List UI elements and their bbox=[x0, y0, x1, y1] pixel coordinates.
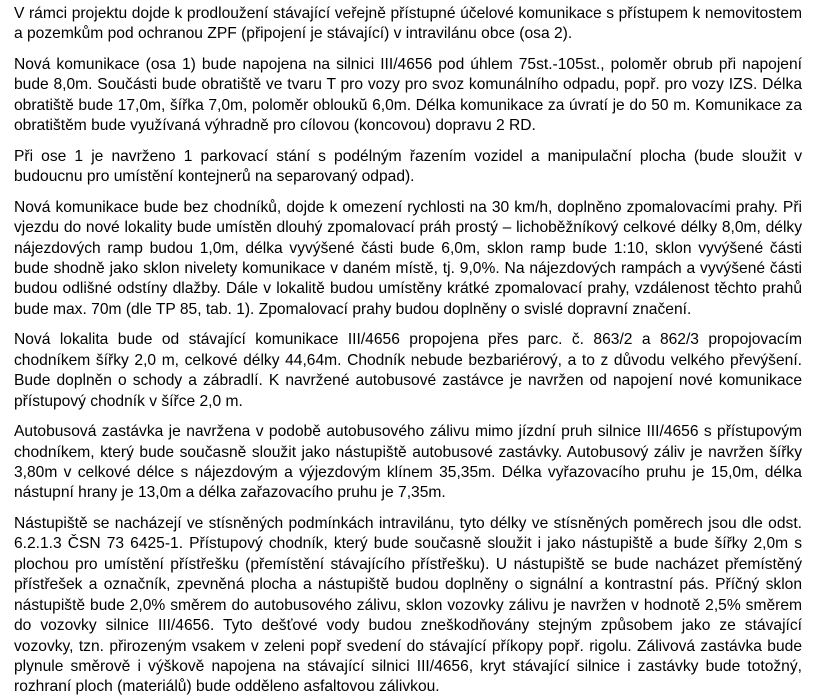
paragraph-parking: Při ose 1 je navrženo 1 parkovací stání s podélným řazením vozidel a manipulační plocha (bude sloužit v budoucnu pro umístění kontejnerů na separovaný odpad). bbox=[14, 147, 802, 186]
paragraph-bus-stop: Autobusová zastávka je navržena v podobě autobusového zálivu mimo jízdní pruh silnice III/4656 s přístupovým chodníkem, který bude současně sloužit jako nástupiště autobusové zastávky. Autobusový záliv je navržen šířky 3,80m v celkové délce s nájezdovým a výjezdovým klínem 35,35m. Délka vyřazovacího pruhu je 15,0m, délka nástupní hrany je 13,0m a délka zařazovacího pruhu je 7,35m. bbox=[14, 423, 802, 502]
paragraph-speed-bumps: Nová komunikace bude bez chodníků, dojde k omezení rychlosti na 30 km/h, doplněno zpomalovacími prahy. Při vjezdu do nové lokality bude umístěn dlouhý zpomalovací práh prostý – lichoběžníkový celkové délky 8,0m, délky nájezdových ramp budou 1,0m, délka vyvýšené části bude 6,0m, sklon ramp bude 1:10, sklon vyvýšené části bude shodně jako sklon nivelety komunikace v daném místě, tj. 9,0%. Na nájezdových rampách a vyvýšené části budou odlišné odstíny dlažby. Dále v lokalitě budou umístěny krátké zpomalovací prahy, vzdálenost těchto prahů bude max. 70m (dle TP 85, tab. 1). Zpomalovací prahy budou doplněny o svislé dopravní značení. bbox=[14, 198, 802, 318]
document-body bbox=[14, 4, 802, 698]
paragraph-platform: Nástupiště se nacházejí ve stísněných podmínkách intravilánu, tyto délky ve stísněných poměrech jsou dle odst. 6.2.1.3 ČSN 73 6425-1. Přístupový chodník, který bude současně sloužit i jako nástupiště a bude šířky 2,0m s plochou pro umístění přístřešku (přemístění stávajícího přístřešku). U nástupiště se bude nacházet přemístěný přístřešek a označník, zpevněná plocha a nástupiště budou doplněny o signální a kontrastní pás. Příčný sklon nástupiště bude 2,0% směrem do autobusového zálivu, sklon vozovky zálivu je navržen v hodnotě 2,5% směrem do vozovky silnice III/4656. Tyto dešťové vody budou zneškodňovány stejným způsobem jako ze stávající vozovky, tzn. přirozeným vsakem v zeleni popř svedení do stávající příkopy popř. rigolu. Zálivová zastávka bude plynule směrově i výškově napojena na stávající silnici III/4656, kryt stávající silnice i zastávky bude totožný, rozhraní ploch (materiálů) bude odděleno asfaltovou zálivkou. bbox=[14, 515, 802, 696]
paragraph-new-road: Nová komunikace (osa 1) bude napojena na silnici III/4656 pod úhlem 75st.-105st., poloměr obrub při napojení bude 8,0m. Součásti bude obratiště ve tvaru T pro vozy pro svoz komunálního odpadu, popř. pro vozy IZS. Délka obratiště bude 17,0m, šířka 7,0m, poloměr obloukŭ 6,0m. Délka komunikace za úvratí je do 50 m. Komunikace za obratištěm bude využívaná výhradně pro cílovou (koncovou) dopravu 2 RD. bbox=[14, 56, 802, 135]
paragraph-footpath: Nová lokalita bude od stávající komunikace III/4656 propojena přes parc. č. 863/2 a 862/3 propojovacím chodníkem šířky 2,0 m, celkové délky 44,64m. Chodník nebude bezbariérový, a to z důvodu velkého převýšení. Bude doplněn o schody a zábradlí. K navržené autobusové zastávce je navržen od napojení nové komunikace přístupový chodník v šířce 2,0 m. bbox=[14, 331, 802, 410]
paragraph-project-scope: V rámci projektu dojde k prodloužení stávající veřejně přístupné účelové komunikace s přístupem k nemovitostem a pozemkům pod ochranou ZPF (připojení je stávající) v intravilánu obce (osa 2). bbox=[14, 5, 802, 43]
